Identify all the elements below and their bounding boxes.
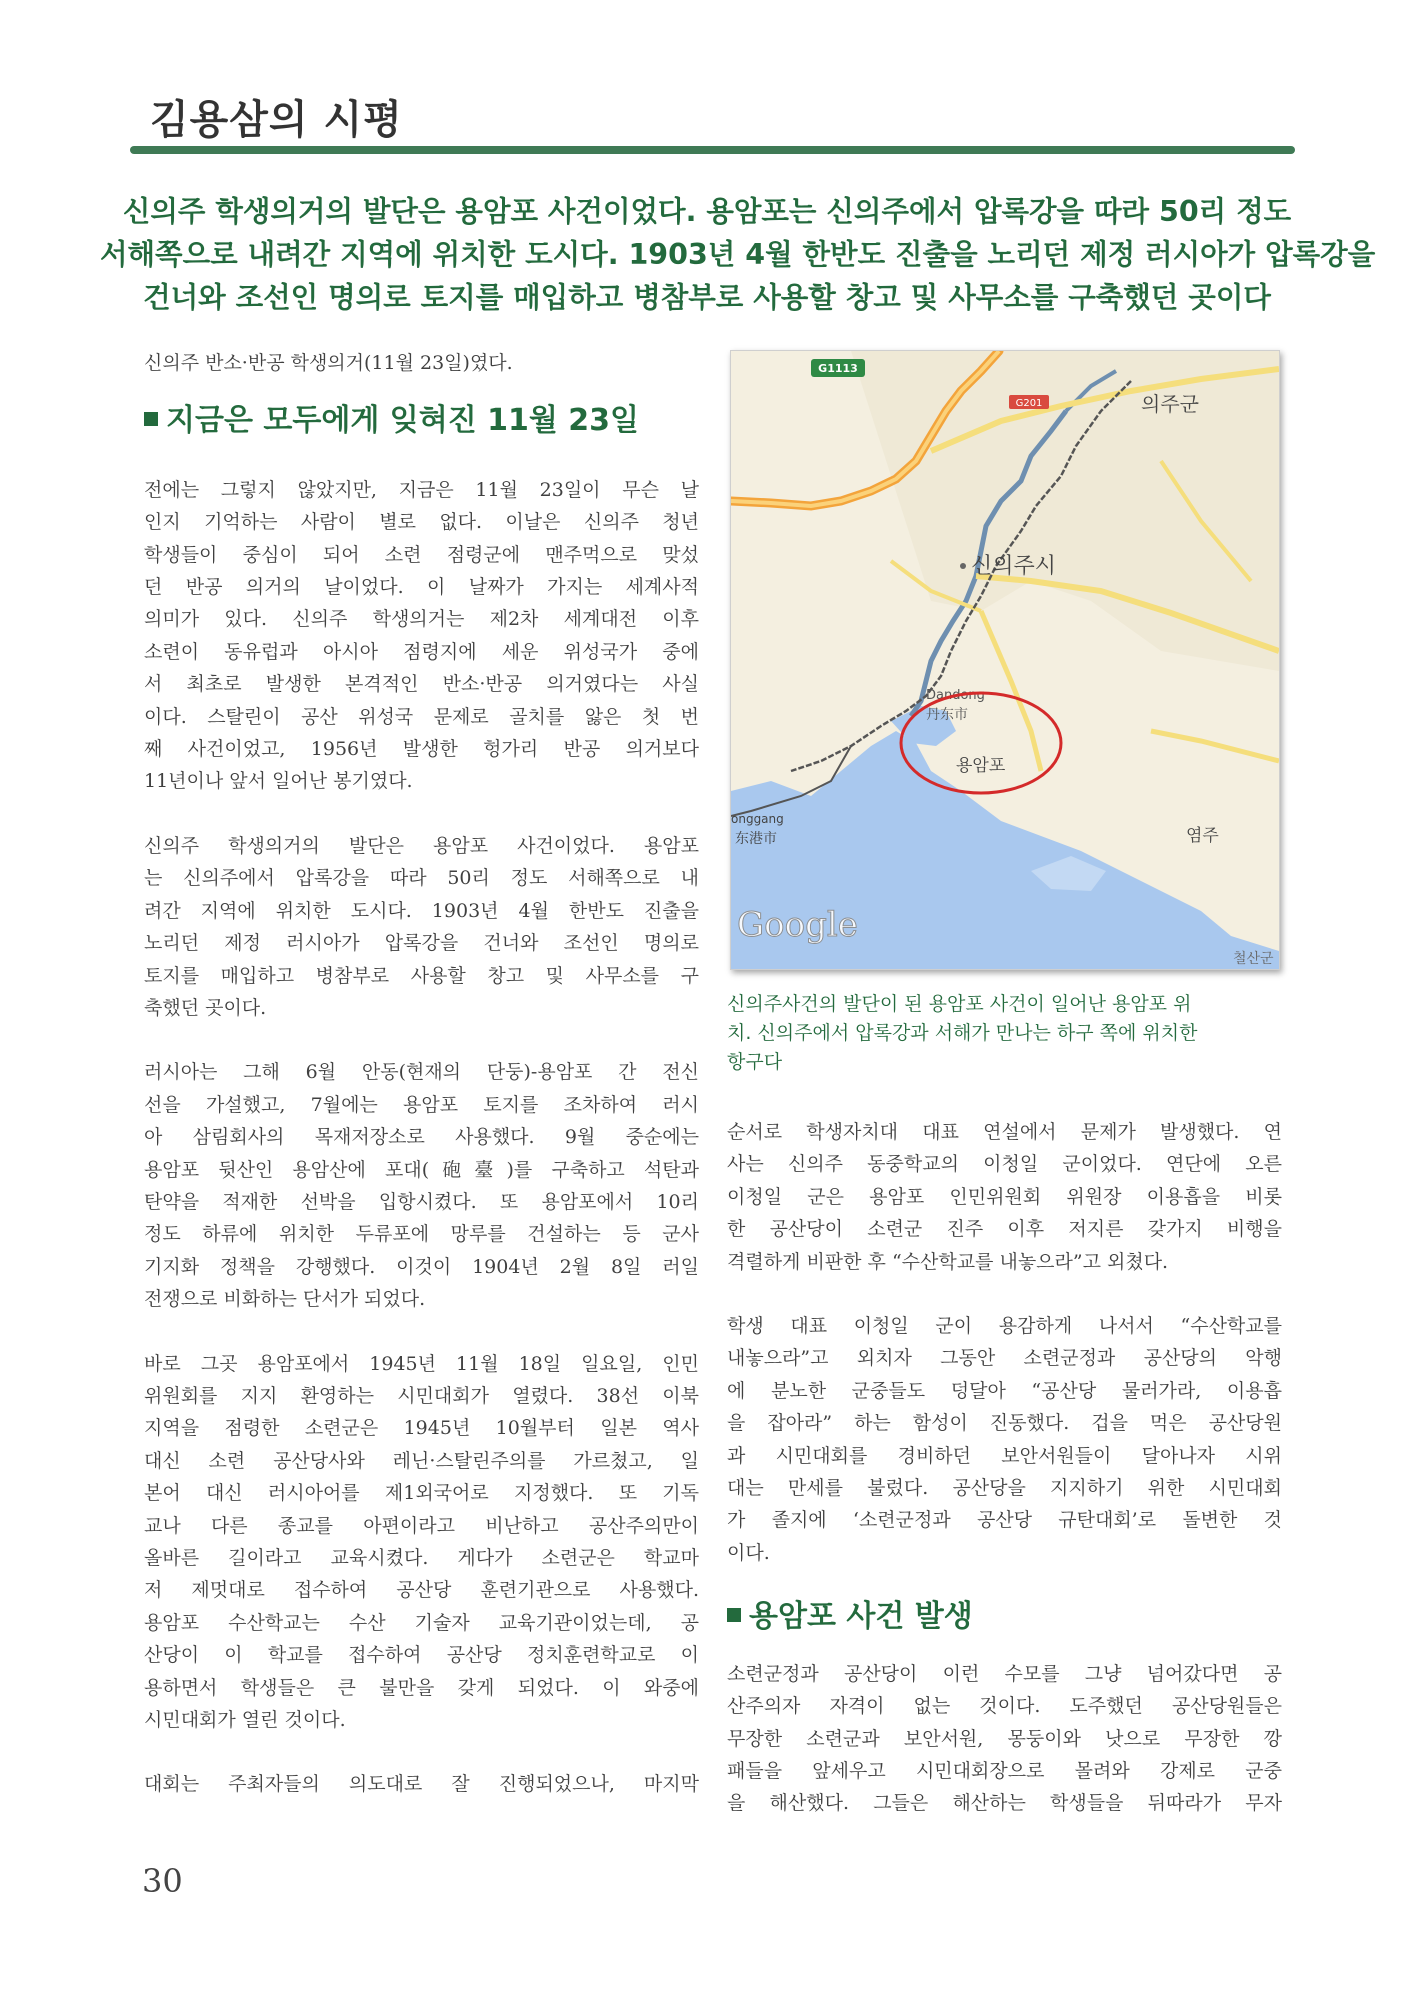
map-label-uiju: 의주군 xyxy=(1141,392,1199,416)
text-line: 가 졸지에 ‘소련군정과 공산당 규탄대회’로 돌변한 것 xyxy=(727,1509,1282,1532)
text-line: 을 잡아라” 하는 함성이 진동했다. 겁을 먹은 공산당원 xyxy=(727,1412,1282,1435)
paragraph xyxy=(144,1056,699,1315)
text-line: 아 삼림회사의 목재저장소로 사용했다. 9월 중순에는 xyxy=(144,1126,699,1149)
text-line: 째 사건이었고, 1956년 발생한 헝가리 반공 의거보다 xyxy=(144,738,699,761)
map-label-donggang-cn: 东港市 xyxy=(735,831,777,847)
page-number: 30 xyxy=(142,1862,183,1900)
text-line: 시민대회가 열린 것이다. xyxy=(144,1709,346,1732)
text-line: 패들을 앞세우고 시민대회장으로 몰려와 강제로 군중 xyxy=(727,1759,1282,1782)
text-line: 려간 지역에 위치한 도시다. 1903년 4월 한반도 진출을 xyxy=(144,899,699,922)
text-line: 탄약을 적재한 선박을 입항시켰다. 또 용암포에서 10리 xyxy=(144,1190,699,1213)
left-column xyxy=(144,347,699,1833)
section-heading-text: 용암포 사건 발생 xyxy=(749,1599,973,1635)
text-line: 11년이나 앞서 일어난 봉기였다. xyxy=(144,770,413,793)
text-line: 대는 만세를 불렀다. 공산당을 지지하기 위한 시민대회 xyxy=(727,1477,1282,1500)
text-line: 토지를 매입하고 병참부로 사용할 창고 및 사무소를 구 xyxy=(144,964,699,987)
section-heading-forgotten-day xyxy=(144,405,699,437)
map-label-g1113: G1113 xyxy=(818,362,858,375)
text-line: 학생 대표 이청일 군이 용감하게 나서서 “수산학교를 xyxy=(727,1315,1282,1338)
right-column xyxy=(727,1116,1282,1852)
text-line: 노리던 제정 러시아가 압록강을 건너와 조선인 명의로 xyxy=(144,932,699,955)
text-line: 위원회를 지지 환영하는 시민대회가 열렸다. 38선 이북 xyxy=(144,1384,699,1407)
text-line: 이다. xyxy=(727,1541,770,1564)
paragraph xyxy=(727,1116,1282,1278)
map-label-donggang-en: onggang xyxy=(731,812,784,826)
text-line: 사는 신의주 동중학교의 이청일 군이었다. 연단에 오른 xyxy=(727,1153,1282,1176)
caption-line: 치. 신의주에서 압록강과 서해가 만나는 하구 쪽에 위치한 xyxy=(727,1022,1198,1044)
text-line: 순서로 학생자치대 대표 연설에서 문제가 발생했다. 연 xyxy=(727,1121,1282,1143)
text-line: 소련군정과 공산당이 이런 수모를 그냥 넘어갔다면 공 xyxy=(727,1662,1282,1685)
caption-line: 신의주사건의 발단이 된 용암포 사건이 일어난 용암포 위 xyxy=(727,993,1192,1015)
text-line: 이청일 군은 용암포 인민위원회 위원장 이용흡을 비롯 xyxy=(727,1185,1282,1208)
paragraph xyxy=(144,830,699,1024)
caption-line: 항구다 xyxy=(727,1051,783,1073)
section-heading-yongampo-incident xyxy=(727,1601,1282,1633)
text-line: 서 최초로 발생한 본격적인 반소·반공 의거였다는 사실 xyxy=(144,673,699,696)
text-line: 본어 대신 러시아어를 제1외국어로 지정했다. 또 기독 xyxy=(144,1482,699,1505)
text-line: 무장한 소련군과 보안서원, 몽둥이와 낫으로 무장한 깡 xyxy=(727,1727,1282,1750)
text-line: 내놓으라”고 외치자 그동안 소련군정과 공산당의 악행 xyxy=(727,1347,1282,1370)
map-caption xyxy=(727,990,1287,1077)
header-divider xyxy=(130,146,1295,154)
text-line: 학생들이 중심이 되어 소련 점령군에 맨주먹으로 맞섰 xyxy=(144,543,699,566)
text-line: 한 공산당이 소련군 진주 이후 저지른 갖가지 비행을 xyxy=(727,1218,1282,1241)
yongampo-map xyxy=(730,350,1280,970)
text-line: 전에는 그렇지 않았지만, 지금은 11월 23일이 무슨 날 xyxy=(144,478,699,501)
intro-text: 신의주 반소·반공 학생의거(11월 23일)였다. xyxy=(144,352,513,374)
text-line: 용암포 수산학교는 수산 기술자 교육기관이었는데, 공 xyxy=(144,1611,699,1634)
map-label-yongampo: 용암포 xyxy=(956,756,1006,776)
text-line: 선을 가설했고, 7월에는 용암포 토지를 조차하여 러시 xyxy=(144,1093,699,1116)
map-graphic xyxy=(731,351,1279,969)
map-label-sinuiju: 신의주시 xyxy=(971,554,1057,579)
text-line: 신의주 학생의거의 발단은 용암포 사건이었다. 용암포 xyxy=(144,834,699,857)
intro-line xyxy=(144,347,699,379)
text-line: 인지 기억하는 사람이 별로 없다. 이날은 신의주 청년 xyxy=(144,511,699,534)
paragraph xyxy=(144,1348,699,1737)
paragraph xyxy=(144,1768,699,1800)
paragraph xyxy=(727,1658,1282,1820)
map-label-yeomju: 염주 xyxy=(1186,826,1219,846)
text-line: 전쟁으로 비화하는 단서가 되었다. xyxy=(144,1288,426,1311)
map-label-dandong-en: Dandong xyxy=(926,688,985,703)
square-bullet-icon xyxy=(727,1608,741,1622)
lead-line: 신의주 학생의거의 발단은 용암포 사건이었다. 용암포는 신의주에서 압록강을 따라 50리 정도 xyxy=(122,195,1292,228)
text-line: 에 분노한 군중들도 덩달아 “공산당 물러가라, 이용흡 xyxy=(727,1379,1282,1402)
text-line: 소련이 동유럽과 아시아 점령지에 세운 위성국가 중에 xyxy=(144,640,699,663)
text-line: 과 시민대회를 경비하던 보안서원들이 달아나자 시위 xyxy=(727,1444,1282,1467)
text-line: 용암포 뒷산인 용암산에 포대(砲臺)를 구축하고 석탄과 xyxy=(144,1158,699,1181)
section-heading-text: 지금은 모두에게 잊혀진 11월 23일 xyxy=(166,403,640,439)
lead-line: 서해쪽으로 내려간 지역에 위치한 도시다. 1903년 4월 한반도 진출을 노리던 제정 러시아가 압록강을 xyxy=(100,238,1376,271)
map-label-g201: G201 xyxy=(1015,398,1043,409)
text-line: 을 해산했다. 그들은 해산하는 학생들을 뒤따라가 무자 xyxy=(727,1792,1282,1815)
text-line: 대회는 주최자들의 의도대로 잘 진행되었으나, 마지막 xyxy=(144,1773,699,1796)
text-line: 격렬하게 비판한 후 “수산학교를 내놓으라”고 외쳤다. xyxy=(727,1250,1169,1273)
text-line: 의미가 있다. 신의주 학생의거는 제2차 세계대전 이후 xyxy=(144,608,699,631)
text-line: 올바른 길이라고 교육시켰다. 게다가 소련군은 학교마 xyxy=(144,1547,699,1569)
text-line: 이다. 스탈린이 공산 위성국 문제로 골치를 앓은 첫 번 xyxy=(144,705,699,728)
text-line: 지역을 점령한 소련군은 1945년 10월부터 일본 역사 xyxy=(144,1417,699,1440)
lead-summary xyxy=(100,190,1376,319)
text-line: 교나 다른 종교를 아편이라고 비난하고 공산주의만이 xyxy=(144,1514,699,1537)
text-line: 산주의자 자격이 없는 것이다. 도주했던 공산당원들은 xyxy=(727,1695,1282,1718)
column-title: 김용삼의 시평 xyxy=(150,97,403,143)
map-label-dandong-cn: 丹东市 xyxy=(926,707,968,723)
text-line: 용하면서 학생들은 큰 불만을 갖게 되었다. 이 와중에 xyxy=(144,1676,699,1699)
text-line: 대신 소련 공산당사와 레닌·스탈린주의를 가르쳤고, 일 xyxy=(144,1449,699,1472)
paragraph xyxy=(727,1310,1282,1569)
text-line: 바로 그곳 용암포에서 1945년 11월 18일 일요일, 인민 xyxy=(144,1352,699,1375)
text-line: 정도 하류에 위치한 두류포에 망루를 건설하는 등 군사 xyxy=(144,1223,699,1246)
text-line: 던 반공 의거의 날이었다. 이 날짜가 가지는 세계사적 xyxy=(144,576,699,599)
text-line: 산당이 이 학교를 접수하여 공산당 정치훈련학교로 이 xyxy=(144,1644,699,1667)
text-line: 는 신의주에서 압록강을 따라 50리 정도 서해쪽으로 내 xyxy=(144,867,699,890)
text-line: 저 제멋대로 접수하여 공산당 훈련기관으로 사용했다. xyxy=(144,1579,699,1602)
map-label-cheolsan: 철산군 xyxy=(1233,951,1274,967)
text-line: 축했던 곳이다. xyxy=(144,996,267,1019)
square-bullet-icon xyxy=(144,412,158,426)
text-line: 러시아는 그해 6월 안동(현재의 단둥)-용암포 간 전신 xyxy=(144,1061,699,1084)
text-line: 기지화 정책을 강행했다. 이것이 1904년 2월 8일 러일 xyxy=(144,1255,699,1278)
paragraph xyxy=(144,474,699,798)
google-logo: Google xyxy=(737,905,858,945)
lead-line: 건너와 조선인 명의로 토지를 매입하고 병참부로 사용할 창고 및 사무소를 구축했던 곳이다 xyxy=(143,281,1271,314)
